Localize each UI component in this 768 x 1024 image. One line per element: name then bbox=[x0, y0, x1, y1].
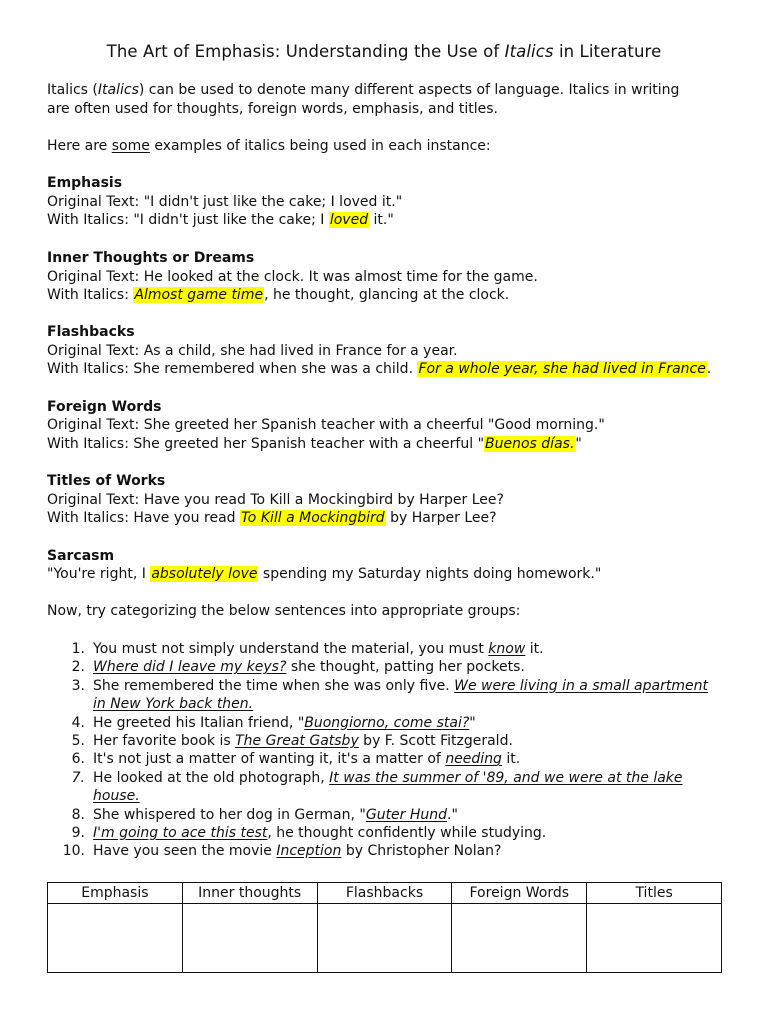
page-title bbox=[0, 42, 768, 61]
section-heading-flashbacks: Flashbacks bbox=[47, 324, 135, 340]
foreign-original: Original Text: She greeted her Spanish teacher with a cheerful "Good morning." bbox=[47, 417, 605, 433]
column-header-emphasis: Emphasis bbox=[48, 883, 183, 904]
intro-text: ) can be used to denote many different aspects of language. Italics in writing bbox=[138, 82, 680, 98]
column-header-foreign-words: Foreign Words bbox=[452, 883, 587, 904]
title-text-end: in Literature bbox=[553, 42, 662, 61]
list-number: 10. bbox=[62, 843, 85, 860]
intro-line-1 bbox=[47, 81, 747, 100]
list-italic-continued: in New York back then. bbox=[93, 696, 254, 713]
title-text: The Art of Emphasis: Understanding the Use of bbox=[106, 42, 505, 61]
list-italic: Guter Hund bbox=[365, 806, 448, 823]
example-text: , he thought, glancing at the clock. bbox=[264, 287, 510, 303]
list-item bbox=[47, 769, 747, 806]
list-text: by Christopher Nolan? bbox=[341, 843, 502, 860]
highlighted-italic: absolutely love bbox=[151, 566, 258, 582]
practice-list bbox=[47, 640, 747, 861]
examples-underlined: some bbox=[111, 138, 150, 154]
intro-text: Italics ( bbox=[47, 82, 98, 98]
thoughts-original: Original Text: He looked at the clock. It was almost time for the game. bbox=[47, 269, 538, 285]
highlighted-italic: To Kill a Mockingbird bbox=[240, 510, 385, 526]
examples-text: Here are bbox=[47, 138, 112, 154]
list-text: It's not just a matter of wanting it, it's a matter of bbox=[93, 751, 446, 768]
answer-cell-titles[interactable] bbox=[587, 904, 722, 973]
list-text: it. bbox=[525, 641, 544, 657]
list-number: 3. bbox=[71, 677, 85, 694]
examples-line bbox=[47, 137, 747, 156]
category-table bbox=[47, 882, 722, 973]
list-item bbox=[47, 842, 747, 860]
list-italic-continued: house. bbox=[93, 788, 140, 805]
list-number: 2. bbox=[71, 659, 85, 676]
answer-cell-emphasis[interactable] bbox=[48, 904, 183, 973]
list-text: She whispered to her dog in German, " bbox=[93, 806, 366, 823]
list-text: ." bbox=[447, 806, 458, 823]
list-item bbox=[47, 732, 747, 750]
example-text: " bbox=[575, 436, 582, 452]
sarcasm-line bbox=[47, 565, 747, 584]
list-number: 6. bbox=[71, 751, 85, 768]
list-text: she thought, patting her pockets. bbox=[286, 659, 525, 676]
highlighted-italic: loved bbox=[329, 212, 369, 228]
emphasis-original: Original Text: "I didn't just like the cake; I loved it." bbox=[47, 194, 403, 210]
list-number: 9. bbox=[71, 824, 85, 841]
list-italic: needing bbox=[445, 751, 502, 768]
highlighted-italic: For a whole year, she had lived in France bbox=[418, 361, 706, 377]
list-item bbox=[47, 677, 747, 714]
table-header-row bbox=[48, 883, 722, 904]
list-item bbox=[47, 658, 747, 676]
list-number: 7. bbox=[71, 769, 85, 786]
list-text: Have you seen the movie bbox=[93, 843, 277, 860]
example-text: by Harper Lee? bbox=[385, 510, 497, 526]
list-text: " bbox=[469, 714, 476, 731]
example-text: . bbox=[706, 361, 712, 377]
list-item bbox=[47, 824, 747, 842]
column-header-flashbacks: Flashbacks bbox=[317, 883, 452, 904]
list-number: 4. bbox=[71, 714, 85, 731]
section-heading-sarcasm: Sarcasm bbox=[47, 548, 115, 564]
thoughts-with-italics bbox=[47, 286, 747, 305]
list-italic: I'm going to ace this test bbox=[93, 824, 268, 841]
list-italic: We were living in a small apartment bbox=[454, 677, 708, 694]
column-header-titles: Titles bbox=[587, 883, 722, 904]
example-text: With Italics: Have you read bbox=[47, 510, 240, 526]
list-text: , he thought confidently while studying. bbox=[267, 824, 547, 841]
examples-text: examples of italics being used in each instance: bbox=[149, 138, 491, 154]
list-text: Her favorite book is bbox=[93, 732, 236, 749]
list-italic: Inception bbox=[276, 843, 342, 860]
list-item bbox=[47, 750, 747, 768]
list-item bbox=[47, 806, 747, 824]
example-text: "You're right, I bbox=[47, 566, 151, 582]
answer-cell-inner-thoughts[interactable] bbox=[182, 904, 317, 973]
example-text: With Italics: "I didn't just like the cake; I bbox=[47, 212, 329, 228]
titles-with-italics bbox=[47, 509, 747, 528]
list-text: You must not simply understand the material, you must bbox=[93, 641, 489, 657]
list-text: by F. Scott Fitzgerald. bbox=[358, 732, 513, 749]
list-text: She remembered the time when she was only five. bbox=[93, 677, 455, 694]
intro-italic: Italics bbox=[97, 82, 139, 98]
section-heading-titles: Titles of Works bbox=[47, 473, 166, 489]
list-italic: It was the summer of '89, and we were at the lake bbox=[329, 769, 683, 786]
section-heading-thoughts: Inner Thoughts or Dreams bbox=[47, 250, 255, 266]
title-italic-word: Italics bbox=[504, 42, 554, 61]
list-text: it. bbox=[501, 751, 521, 768]
emphasis-with-italics bbox=[47, 211, 747, 230]
table-row bbox=[48, 904, 722, 973]
example-text: With Italics: bbox=[47, 287, 134, 303]
example-text: it." bbox=[369, 212, 394, 228]
section-heading-foreign: Foreign Words bbox=[47, 399, 162, 415]
intro-line-2: are often used for thoughts, foreign words, emphasis, and titles. bbox=[47, 101, 498, 117]
answer-cell-foreign-words[interactable] bbox=[452, 904, 587, 973]
highlighted-italic: Buenos días. bbox=[485, 436, 575, 452]
example-text: spending my Saturday nights doing homework." bbox=[258, 566, 602, 582]
list-number: 5. bbox=[71, 732, 85, 749]
list-item bbox=[47, 714, 747, 732]
answer-cell-flashbacks[interactable] bbox=[317, 904, 452, 973]
column-header-inner-thoughts: Inner thoughts bbox=[182, 883, 317, 904]
flashbacks-with-italics bbox=[47, 360, 747, 379]
section-heading-emphasis: Emphasis bbox=[47, 175, 123, 191]
foreign-with-italics bbox=[47, 435, 747, 454]
list-number: 8. bbox=[71, 806, 85, 823]
list-italic: Where did I leave my keys? bbox=[93, 659, 287, 676]
example-text: With Italics: She remembered when she was a child. bbox=[47, 361, 418, 377]
list-number: 1. bbox=[71, 641, 85, 657]
flashbacks-original: Original Text: As a child, she had lived in France for a year. bbox=[47, 343, 458, 359]
list-text: He greeted his Italian friend, " bbox=[93, 714, 305, 731]
highlighted-italic: Almost game time bbox=[134, 287, 264, 303]
list-text: He looked at the old photograph, bbox=[93, 769, 330, 786]
example-text: With Italics: She greeted her Spanish teacher with a cheerful " bbox=[47, 436, 485, 452]
list-italic: The Great Gatsby bbox=[235, 732, 359, 749]
titles-original: Original Text: Have you read To Kill a Mockingbird by Harper Lee? bbox=[47, 492, 504, 508]
list-item bbox=[47, 640, 747, 658]
instructions-line: Now, try categorizing the below sentences into appropriate groups: bbox=[47, 603, 521, 619]
list-italic: know bbox=[488, 641, 526, 657]
list-italic: Buongiorno, come stai? bbox=[304, 714, 470, 731]
